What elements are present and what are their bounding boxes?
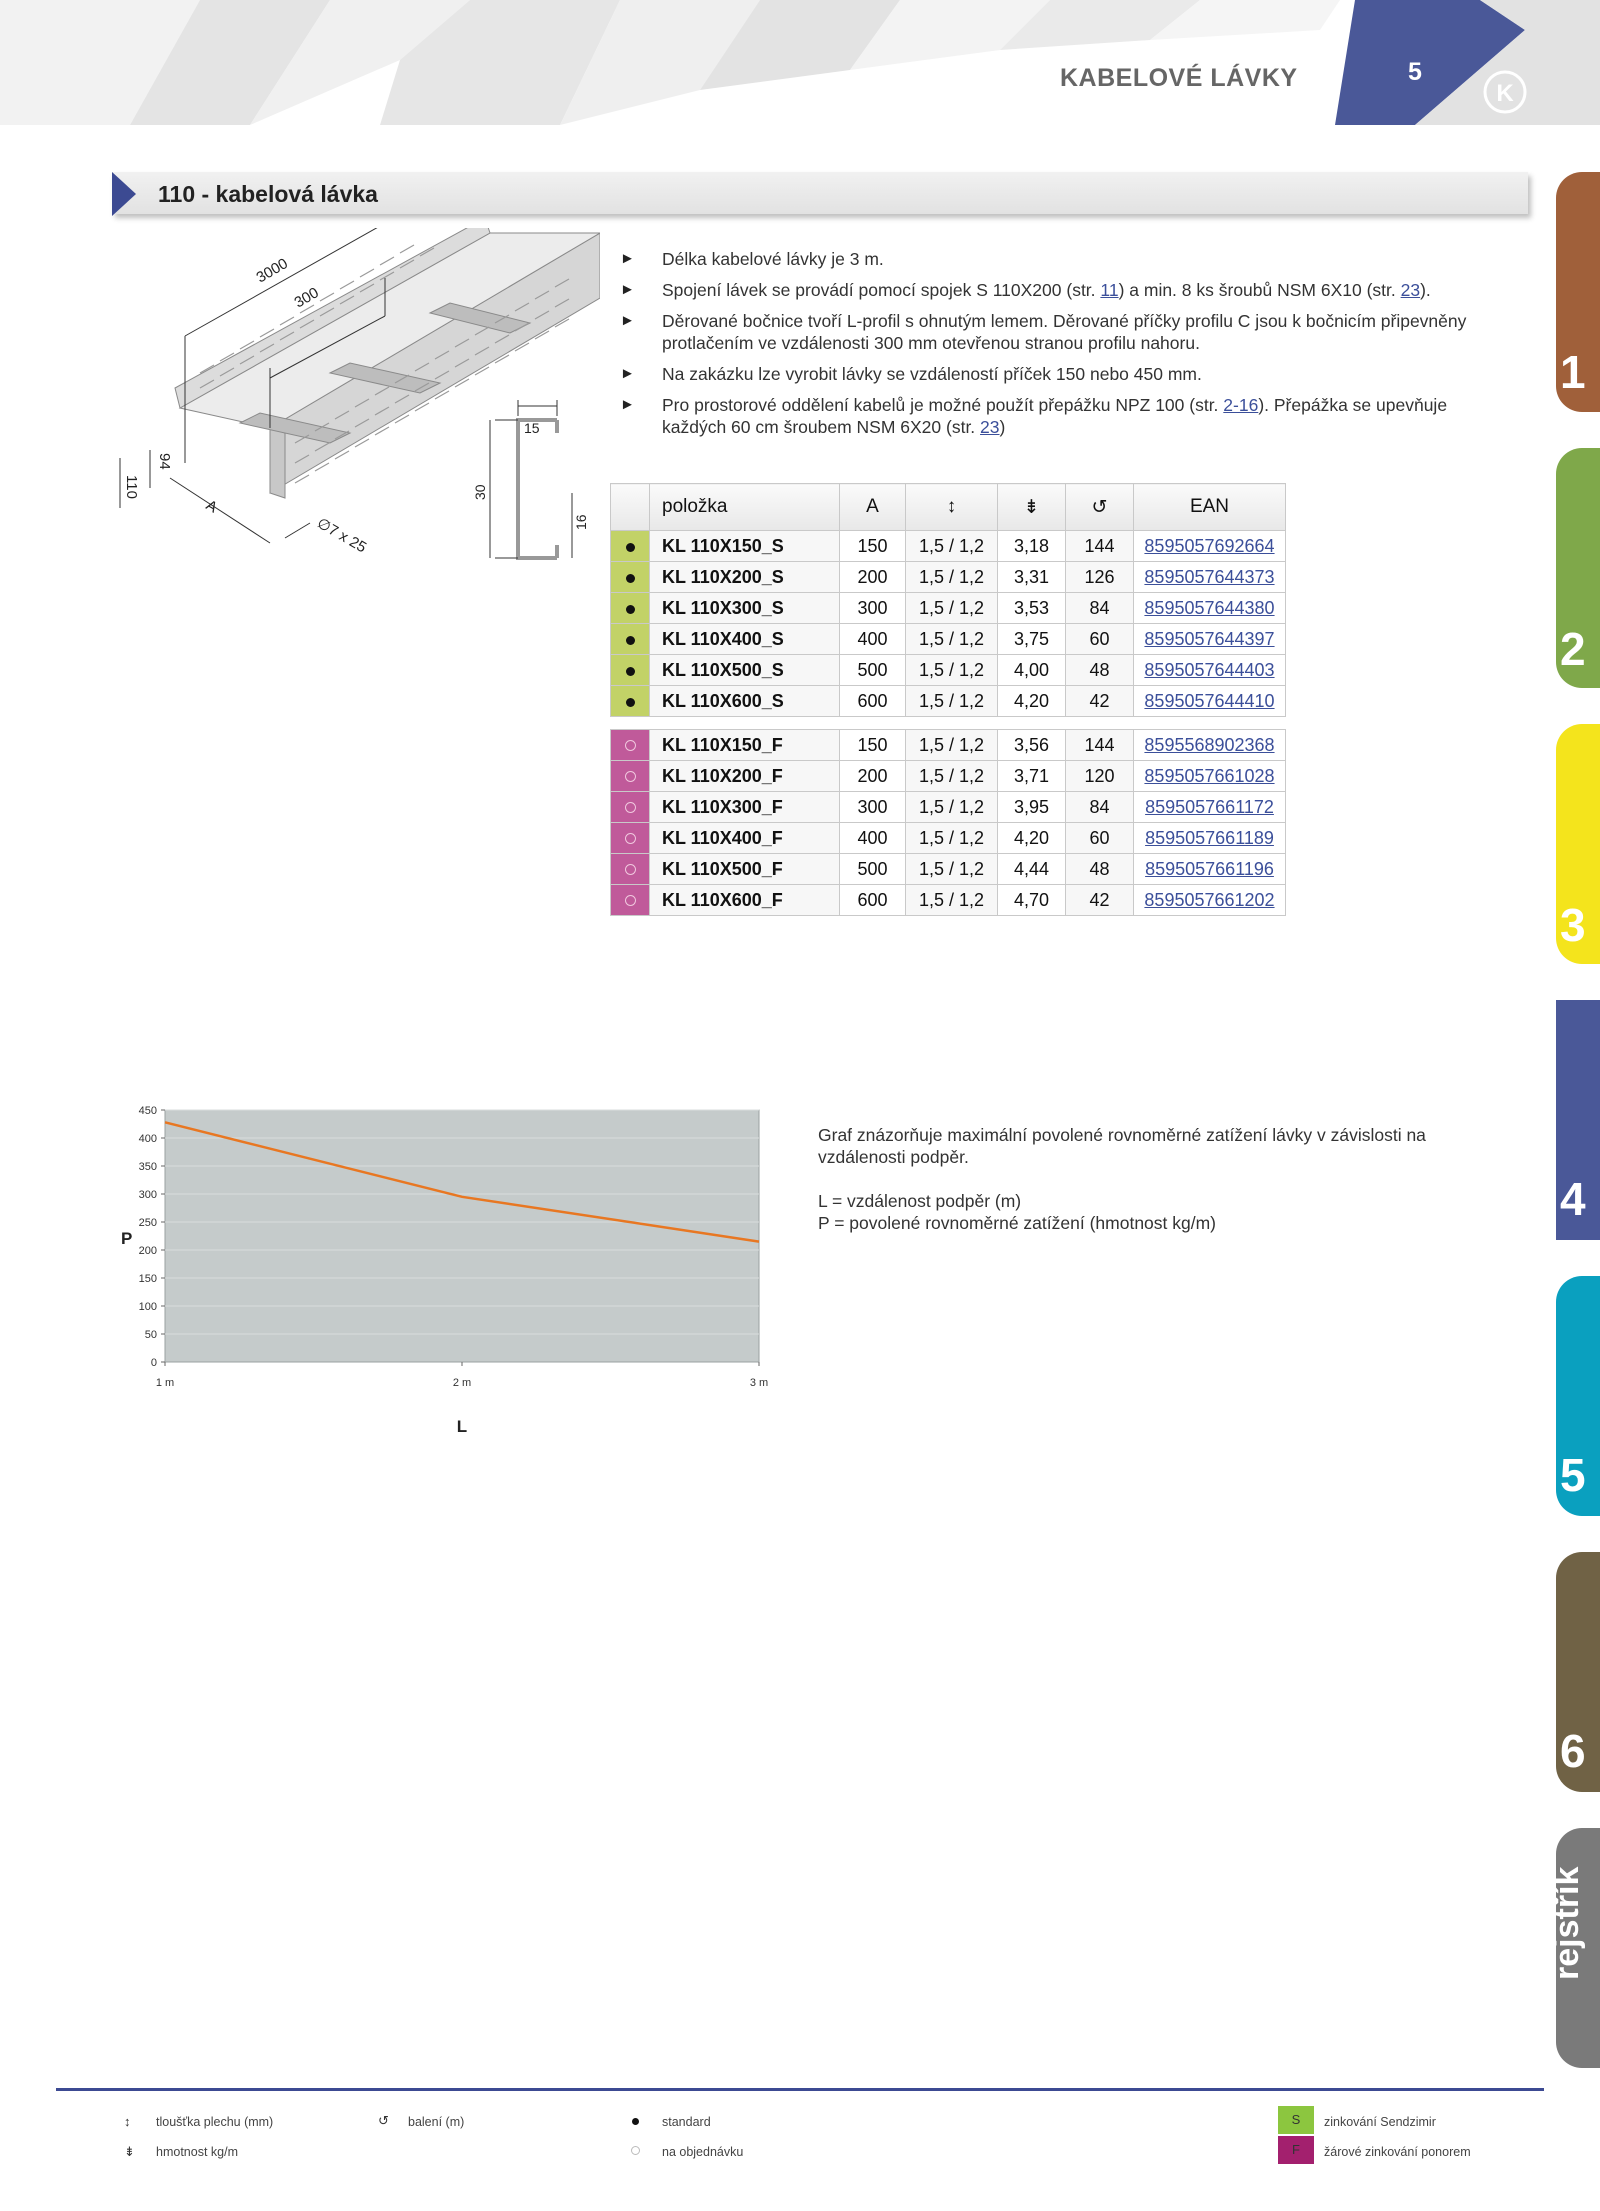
clock-icon [625,864,636,875]
product-name: KL 110X500_F [650,854,840,885]
standard-dot-icon [626,636,635,645]
thickness: 1,5 / 1,2 [906,624,998,655]
feature-item: ► Pro prostorové oddělení kabelů je možné použít přepážku NPZ 100 (str. 2-16). Přepážka se upevňuje každých 60 cm šroubem NSM 6X20 (str. 23) [620,395,1448,437]
table-row [611,655,1286,686]
x-tick-label: 3 m [749,1377,769,1389]
weight: 3,53 [998,593,1066,624]
product-name: KL 110X150_F [650,730,840,761]
standard-dot-icon [626,667,635,676]
bullet-arrow-icon: ► [620,365,635,382]
page-link[interactable]: 11 [1100,280,1119,300]
ean-link[interactable]: 8595568902368 [1134,730,1286,761]
header-background [0,0,1600,130]
width-a: 300 [840,792,906,823]
thickness: 1,5 / 1,2 [906,854,998,885]
table-row [611,730,1286,761]
ean-link[interactable]: 8595057644397 [1134,624,1286,655]
weight: 3,71 [998,761,1066,792]
header-a: A [840,484,906,531]
ean-link[interactable]: 8595057661028 [1134,761,1286,792]
bullet-arrow-icon: ► [620,312,635,329]
weight: 4,00 [998,655,1066,686]
standard-dot-icon [626,698,635,707]
pack-quantity: 84 [1066,792,1134,823]
section-title: 110 - kabelová lávka [158,181,378,207]
product-name: KL 110X200_S [650,562,840,593]
table-row [611,562,1286,593]
width-a: 150 [840,531,906,562]
tab-label: 5 [1560,1449,1586,1501]
section-arrow-icon [112,172,136,216]
standard-marker [611,655,650,686]
svg-text:∅7 x 25: ∅7 x 25 [314,514,370,557]
y-tick-label: 200 [138,1245,157,1257]
feature-item: ► Děrované bočnice tvoří L-profil s ohnutým lemem. Děrované příčky profilu C jsou k bočnicím připevněny protlačením ve vzdálenosti 300 mm otevřenou stranou profilu nahoru. [620,311,1467,353]
x-axis-label: L [456,1417,468,1436]
pack-quantity: 48 [1066,854,1134,885]
order-marker [611,854,650,885]
clock-icon [625,740,636,751]
y-tick-label: 350 [138,1161,157,1173]
table-row [611,854,1286,885]
order-marker [611,761,650,792]
thickness: 1,5 / 1,2 [906,531,998,562]
y-tick-label: 450 [138,1105,157,1117]
ean-link[interactable]: 8595057644373 [1134,562,1286,593]
pack-quantity: 144 [1066,531,1134,562]
footer-divider [56,2088,1544,2091]
feature-item: ► Na zakázku lze vyrobit lávky se vzdáleností příček 150 nebo 450 mm. [620,364,1202,384]
chart-description [818,1124,1478,1234]
weight-icon: ⇟ [124,2144,135,2159]
standard-marker [611,686,650,717]
table-row [611,761,1286,792]
product-name: KL 110X400_S [650,624,840,655]
width-a: 600 [840,686,906,717]
product-name: KL 110X300_S [650,593,840,624]
tab-label: 6 [1560,1725,1586,1777]
legend-pack: balení (m) [408,2115,465,2129]
y-tick-label: 150 [138,1273,157,1285]
thickness: 1,5 / 1,2 [906,761,998,792]
legend-weight: hmotnost kg/m [156,2145,238,2159]
y-tick-label: 50 [144,1329,157,1341]
page-link[interactable]: 2-16 [1223,395,1259,415]
standard-marker [611,531,650,562]
pack-quantity: 60 [1066,624,1134,655]
clock-icon [625,833,636,844]
standard-marker [611,593,650,624]
product-table [610,483,1286,916]
chart-legend-P: P = povolené rovnoměrné zatížení (hmotnost kg/m) [818,1213,1217,1233]
thickness: 1,5 / 1,2 [906,655,998,686]
svg-text:110: 110 [123,475,140,499]
pack-quantity: 42 [1066,686,1134,717]
marker-header [611,484,650,531]
y-tick-label: 300 [138,1189,157,1201]
x-tick-label: 2 m [452,1377,472,1389]
width-a: 600 [840,885,906,916]
standard-dot-icon [626,543,635,552]
standard-dot-icon [626,574,635,583]
weight: 4,44 [998,854,1066,885]
product-name: KL 110X400_F [650,823,840,854]
svg-text:3000: 3000 [253,255,291,287]
header-weight-icon: ⇟ [998,484,1066,531]
weight: 3,18 [998,531,1066,562]
weight: 3,95 [998,792,1066,823]
y-tick-label: 250 [138,1217,157,1229]
standard-dot-icon [632,2118,639,2125]
load-chart [105,1100,795,1450]
feature-list [620,248,1508,447]
x-tick-label: 1 m [155,1377,175,1389]
weight: 4,20 [998,823,1066,854]
clock-icon [625,802,636,813]
svg-text:94: 94 [156,453,173,470]
tab-label: 1 [1560,346,1586,398]
page-link[interactable]: 23 [1400,280,1421,300]
product-name: KL 110X500_S [650,655,840,686]
order-marker [611,792,650,823]
tab-label: rejstřík [1548,1866,1586,1980]
tab-label: 2 [1560,623,1586,675]
standard-marker [611,562,650,593]
y-axis-label: P [121,1229,133,1248]
chart-description-text: Graf znázorňuje maximální povolené rovnoměrné zatížení lávky v závislosti na vzdálenosti podpěr. [818,1125,1426,1167]
width-a: 150 [840,730,906,761]
weight: 3,56 [998,730,1066,761]
logo-icon: K [1496,80,1514,107]
standard-dot-icon [626,605,635,614]
order-marker [611,885,650,916]
header-ean: EAN [1134,484,1286,531]
width-a: 200 [840,562,906,593]
thickness: 1,5 / 1,2 [906,593,998,624]
page-link[interactable]: 23 [980,417,1000,437]
thickness: 1,5 / 1,2 [906,792,998,823]
legend-standard: standard [662,2115,711,2129]
tab-label: 3 [1560,899,1586,951]
pack-quantity: 120 [1066,761,1134,792]
thickness: 1,5 / 1,2 [906,730,998,761]
legend-hotdip: žárové zinkování ponorem [1324,2145,1471,2159]
width-a: 400 [840,823,906,854]
clock-icon [625,895,636,906]
y-tick-label: 100 [138,1301,157,1313]
legend-thickness: tloušťka plechu (mm) [156,2115,274,2129]
thickness: 1,5 / 1,2 [906,885,998,916]
bullet-arrow-icon: ► [620,281,635,298]
ean-link[interactable]: 8595057661202 [1134,885,1286,916]
svg-text:A: A [203,496,221,517]
thickness: 1,5 / 1,2 [906,686,998,717]
clock-icon [625,771,636,782]
product-name: KL 110X600_F [650,885,840,916]
table-row [611,624,1286,655]
thickness-icon: ↕ [124,2114,131,2129]
hotdip-swatch: F [1278,2136,1314,2164]
table-row [611,823,1286,854]
table-row [611,531,1286,562]
product-name: KL 110X200_F [650,761,840,792]
clock-icon [631,2146,640,2155]
thickness: 1,5 / 1,2 [906,823,998,854]
header-pack-icon: ↺ [1066,484,1134,531]
pack-icon: ↺ [378,2113,389,2128]
legend-sendzimir: zinkování Sendzimir [1324,2115,1436,2129]
table-header-row [611,484,1286,531]
svg-text:300: 300 [291,284,322,312]
svg-text:16: 16 [573,514,589,530]
width-a: 300 [840,593,906,624]
table-row [611,686,1286,717]
product-name: KL 110X150_S [650,531,840,562]
legend-order: na objednávku [662,2145,744,2159]
sendzimir-swatch: S [1278,2106,1314,2134]
y-tick-label: 0 [150,1357,157,1369]
pack-quantity: 126 [1066,562,1134,593]
bullet-arrow-icon: ► [620,396,635,413]
weight: 3,31 [998,562,1066,593]
cable-tray-drawing [110,228,600,568]
plot-area [165,1110,759,1362]
pack-quantity: 144 [1066,730,1134,761]
weight: 4,70 [998,885,1066,916]
table-row [611,593,1286,624]
width-a: 500 [840,655,906,686]
order-marker [611,823,650,854]
bullet-arrow-icon: ► [620,250,635,267]
ean-link[interactable]: 8595057661172 [1134,792,1286,823]
product-name: KL 110X300_F [650,792,840,823]
header-item: položka [650,484,840,531]
chapter-title: KABELOVÉ LÁVKY [1060,64,1298,92]
ean-link[interactable]: 8595057692664 [1134,531,1286,562]
width-a: 400 [840,624,906,655]
svg-text:15: 15 [524,420,540,436]
ean-link[interactable]: 8595057661189 [1134,823,1286,854]
ean-link[interactable]: 8595057644403 [1134,655,1286,686]
feature-item: ► Délka kabelové lávky je 3 m. [620,249,884,269]
ean-link[interactable]: 8595057644380 [1134,593,1286,624]
width-a: 500 [840,854,906,885]
pack-quantity: 60 [1066,823,1134,854]
weight: 3,75 [998,624,1066,655]
pack-quantity: 48 [1066,655,1134,686]
pack-quantity: 42 [1066,885,1134,916]
table-row [611,885,1286,916]
chart-legend-L: L = vzdálenost podpěr (m) [818,1191,1022,1211]
thickness: 1,5 / 1,2 [906,562,998,593]
page-number: 5 [1408,58,1422,86]
pack-quantity: 84 [1066,593,1134,624]
y-tick-label: 400 [138,1133,157,1145]
weight: 4,20 [998,686,1066,717]
width-a: 200 [840,761,906,792]
standard-marker [611,624,650,655]
header-thickness-icon: ↕ [906,484,998,531]
feature-item: ► Spojení lávek se provádí pomocí spojek S 110X200 (str. 11) a min. 8 ks šroubů NSM 6X10 (str. 23). [620,280,1431,300]
table-row [611,792,1286,823]
svg-text:30: 30 [472,484,488,500]
ean-link[interactable]: 8595057661196 [1134,854,1286,885]
order-marker [611,730,650,761]
ean-link[interactable]: 8595057644410 [1134,686,1286,717]
product-name: KL 110X600_S [650,686,840,717]
tab-label: 4 [1560,1173,1586,1225]
